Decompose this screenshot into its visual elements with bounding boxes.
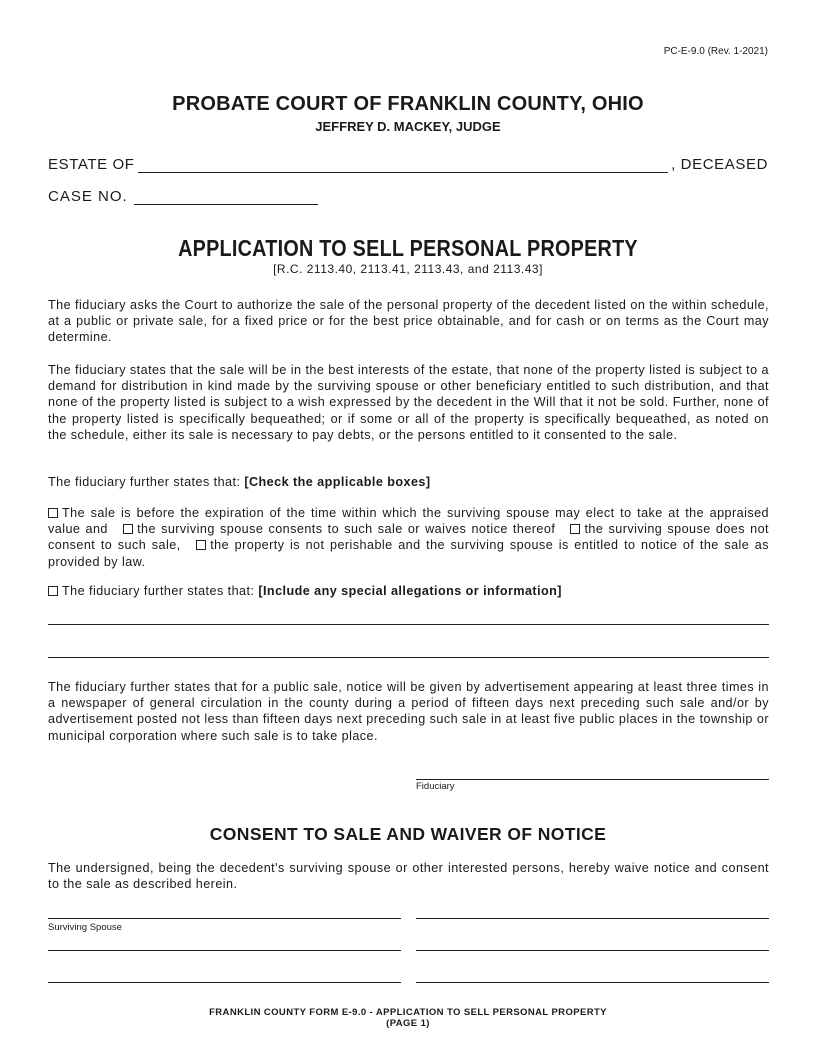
fiduciary-label: Fiduciary xyxy=(416,781,455,792)
special-allegations-text: The fiduciary further states that: xyxy=(62,584,259,598)
before-expiration-checkbox[interactable] xyxy=(48,508,58,518)
special-allegations-row xyxy=(48,583,769,599)
surviving-spouse-label: Surviving Spouse xyxy=(48,922,122,933)
checkbox-paragraph xyxy=(48,505,769,570)
check-boxes-hint: [Check the applicable boxes] xyxy=(244,475,431,489)
special-allegations-hint: [Include any special allegations or information] xyxy=(258,584,562,598)
spouse-not-consent-label: the surviving spouse does not consent to such sale, xyxy=(48,522,770,553)
before-expiration-label: The sale is before the expiration of the time within which the surviving spouse may elect to take at the appraised value and xyxy=(48,506,769,537)
estate-of-row xyxy=(48,153,768,173)
spouse-not-consent-checkbox[interactable] xyxy=(570,524,580,534)
best-interest-paragraph: The fiduciary states that the sale will be in the best interests of the estate, that none of the property listed is subject to a demand for distribution in kind made by the surviving spouse or other beneficiary entitled to such distribution, and that none of the property listed is subject to a wish expressed by the decedent in the Will that it not be sold. Further, none of the property listed is specifically bequeathed; or if some or all of the property is specifically bequeathed, as noted on the schedule, either its sale is necessary to pay debts, or the persons entitled to it consented to the sale. xyxy=(48,363,769,442)
interested-person-signature-line[interactable] xyxy=(416,918,769,919)
special-allegations-line-1[interactable] xyxy=(48,624,769,625)
special-allegations-line-2[interactable] xyxy=(48,657,769,658)
surviving-spouse-signature-line[interactable] xyxy=(48,918,401,919)
page-footer xyxy=(0,1007,816,1029)
case-number-field[interactable] xyxy=(134,190,318,205)
special-allegations-checkbox[interactable] xyxy=(48,586,58,596)
authorize-paragraph: The fiduciary asks the Court to authorize the sale of the personal property of the decedent listed on the within schedule, at a public or private sale, for a fixed price or for the best price obtainable, and for cash or on terms as the Court may determine. xyxy=(48,298,769,345)
form-id: PC-E-9.0 (Rev. 1-2021) xyxy=(663,46,768,57)
public-sale-paragraph: The fiduciary further states that for a public sale, notice will be given by advertisement appearing at least three times in a newspaper of general circulation in the county during a period of fifteen days next preceding such sale and/or by advertisement posted not less than fifteen days next preceding such sale in at least five public places in the township or municipal corporation where such sale is to take place. xyxy=(48,680,769,743)
interested-person-signature-line[interactable] xyxy=(416,982,769,983)
estate-name-field[interactable] xyxy=(138,158,669,173)
form-title: APPLICATION TO SELL PERSONAL PROPERTY xyxy=(178,235,638,261)
footer-page-number: (PAGE 1) xyxy=(386,1018,430,1029)
judge-name: JEFFREY D. MACKEY, JUDGE xyxy=(315,119,501,134)
interested-person-signature-line[interactable] xyxy=(48,950,401,951)
spouse-consents-label: the surviving spouse consents to such sale or waives notice thereof xyxy=(137,522,556,537)
case-number-label: CASE NO. xyxy=(48,188,128,205)
consent-paragraph: The undersigned, being the decedent's surviving spouse or other interested persons, hereby waive notice and consent to the sale as described herein. xyxy=(48,861,769,892)
court-name: PROBATE COURT OF FRANKLIN COUNTY, OHIO xyxy=(172,93,644,115)
case-number-row xyxy=(48,185,318,205)
interested-person-signature-line[interactable] xyxy=(48,982,401,983)
interested-person-signature-line[interactable] xyxy=(416,950,769,951)
not-perishable-checkbox[interactable] xyxy=(196,540,206,550)
further-states-text: The fiduciary further states that: xyxy=(48,475,245,489)
spouse-consents-checkbox[interactable] xyxy=(123,524,133,534)
estate-of-label: ESTATE OF xyxy=(48,156,135,173)
deceased-label: , DECEASED xyxy=(671,156,768,173)
fiduciary-signature-line[interactable] xyxy=(416,779,769,780)
consent-title: CONSENT TO SALE AND WAIVER OF NOTICE xyxy=(209,824,607,844)
not-perishable-label: the property is not perishable and the surviving spouse is entitled to notice of the sale as provided by law. xyxy=(48,538,770,569)
statute-reference: [R.C. 2113.40, 2113.41, 2113.43, and 2113.43] xyxy=(273,262,543,276)
check-boxes-instruction xyxy=(48,474,769,490)
footer-form-title: FRANKLIN COUNTY FORM E-9.0 - APPLICATION TO SELL PERSONAL PROPERTY xyxy=(209,1007,607,1018)
